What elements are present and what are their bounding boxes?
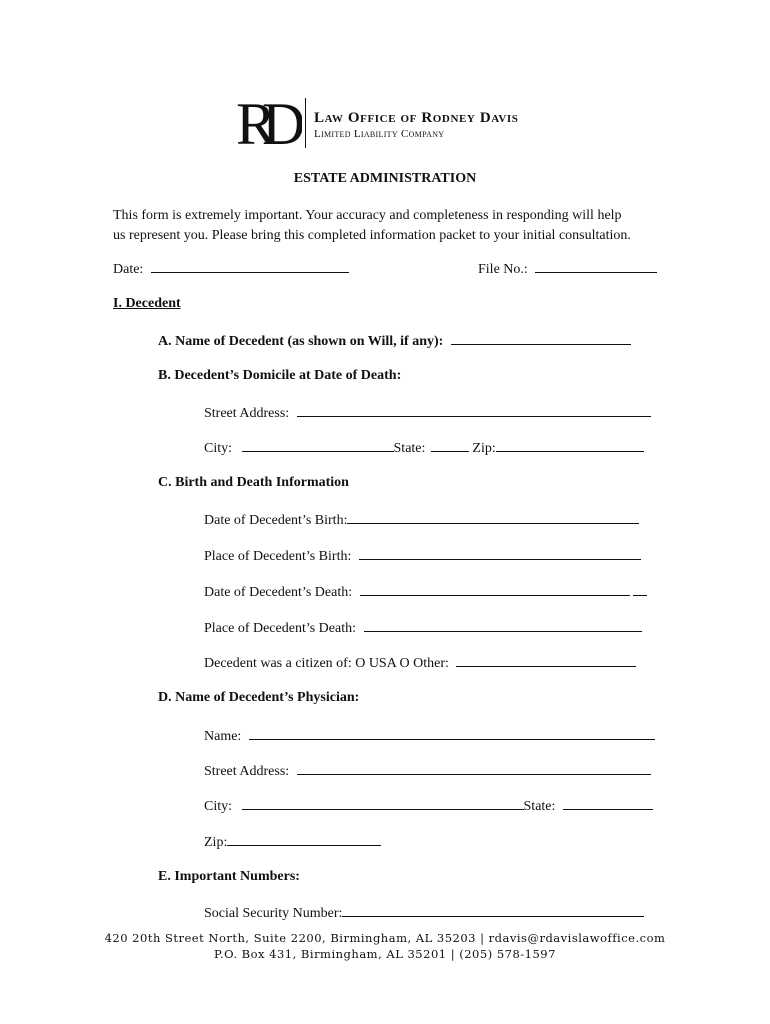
physician-name-field <box>204 727 655 745</box>
domicile-city-label: City: <box>204 441 233 456</box>
physician-zip-label: Zip: <box>204 835 228 850</box>
physician-city-label: City: <box>204 799 233 814</box>
domicile-city-input-line[interactable] <box>242 439 394 452</box>
death-place-input-line[interactable] <box>364 619 642 632</box>
domicile-state-label: State: <box>393 441 426 456</box>
intro-line-2: us represent you. Please bring this completed information packet to your initial consultation. <box>113 228 631 243</box>
form-title: ESTATE ADMINISTRATION <box>293 171 477 186</box>
physician-zip-field <box>204 833 381 851</box>
domicile-state-input-line[interactable] <box>431 439 469 452</box>
citizenship-other-input-line[interactable] <box>456 654 636 667</box>
birth-date-field <box>204 511 639 529</box>
decedent-name-field <box>158 332 631 350</box>
logo-divider <box>305 98 306 148</box>
physician-zip-input-line[interactable] <box>227 833 381 846</box>
domicile-street-label: Street Address: <box>204 406 290 421</box>
domicile-heading: B. Decedent’s Domicile at Date of Death: <box>158 368 402 383</box>
date-input-line[interactable] <box>151 260 349 273</box>
ssn-input-line[interactable] <box>342 904 644 917</box>
death-date-input-line[interactable] <box>360 583 630 596</box>
citizenship-label[interactable]: Decedent was a citizen of: O USA O Other: <box>204 656 449 671</box>
file-no-field <box>478 260 657 278</box>
domicile-street-input-line[interactable] <box>297 404 651 417</box>
domicile-zip-label: Zip: <box>472 441 496 456</box>
intro-paragraph <box>113 206 659 246</box>
physician-city-input-line[interactable] <box>242 797 524 810</box>
domicile-street-field <box>204 404 651 422</box>
birth-date-input-line[interactable] <box>347 511 639 524</box>
birth-place-field <box>204 547 641 565</box>
birth-date-label: Date of Decedent’s Birth: <box>204 513 348 528</box>
physician-state-label: State: <box>523 799 556 814</box>
decedent-name-label: A. Name of Decedent (as shown on Will, if any): <box>158 334 444 349</box>
birth-death-heading: C. Birth and Death Information <box>158 475 349 490</box>
physician-street-label: Street Address: <box>204 764 290 779</box>
section-decedent-heading: I. Decedent <box>113 296 181 311</box>
physician-heading: D. Name of Decedent’s Physician: <box>158 690 360 705</box>
ssn-field <box>204 904 644 922</box>
important-numbers-heading: E. Important Numbers: <box>158 869 300 884</box>
firm-name: Law Office of Rodney Davis <box>314 110 519 126</box>
physician-state-input-line[interactable] <box>563 797 653 810</box>
file-no-label: File No.: <box>478 262 528 277</box>
date-label: Date: <box>113 262 144 277</box>
domicile-city-state-zip <box>204 439 644 457</box>
death-place-field <box>204 619 642 637</box>
physician-name-input-line[interactable] <box>249 727 655 740</box>
birth-place-input-line[interactable] <box>359 547 641 560</box>
death-date-label: Date of Decedent’s Death: <box>204 585 353 600</box>
physician-city-state <box>204 797 653 815</box>
domicile-zip-input-line[interactable] <box>496 439 644 452</box>
citizenship-field <box>204 654 636 672</box>
footer-address-line-2: P.O. Box 431, Birmingham, AL 35201 | (205) 578-1597 <box>214 947 556 961</box>
intro-line-1: This form is extremely important. Your accuracy and completeness in responding will help <box>113 208 622 223</box>
date-field <box>113 260 349 278</box>
file-no-input-line[interactable] <box>535 260 657 273</box>
footer-address-line-1: 420 20th Street North, Suite 2200, Birmingham, AL 35203 | rdavis@rdavislawoffice.com <box>104 931 666 945</box>
death-date-field <box>204 583 647 601</box>
svg-text:RD: RD <box>236 94 292 152</box>
birth-place-label: Place of Decedent’s Birth: <box>204 549 352 564</box>
physician-street-input-line[interactable] <box>297 762 651 775</box>
rd-monogram-logo-icon <box>236 94 302 152</box>
physician-street-field <box>204 762 651 780</box>
ssn-label: Social Security Number: <box>204 906 343 921</box>
death-place-label: Place of Decedent’s Death: <box>204 621 356 636</box>
physician-name-label: Name: <box>204 729 242 744</box>
death-date-input-line-tail <box>633 583 647 596</box>
firm-subtitle: Limited Liability Company <box>314 128 445 140</box>
decedent-name-input-line[interactable] <box>451 332 631 345</box>
